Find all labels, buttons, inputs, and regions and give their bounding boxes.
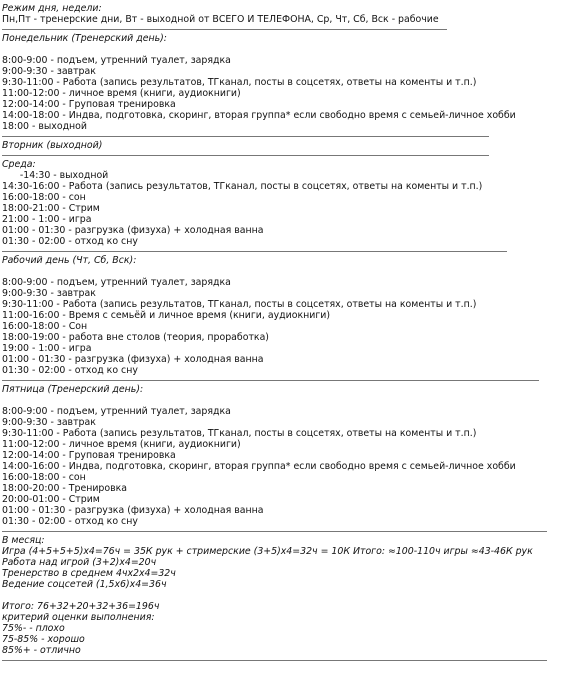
month-header: В месяц: (2, 535, 45, 546)
schedule-item: 21:00 - 1:00 - игра (2, 214, 92, 225)
friday-header: Пятница (Тренерский день): (2, 384, 144, 395)
schedule-item: 12:00-14:00 - Груповая тренировка (2, 99, 176, 110)
schedule-item: 01:00 - 01:30 - разгрузка (физуха) + холодная ванна (2, 354, 264, 365)
schedule-item: 12:00-14:00 - Груповая тренировка (2, 450, 176, 461)
tuesday-section (2, 140, 571, 151)
schedule-item: 9:00-9:30 - завтрак (2, 288, 96, 299)
monday-section (2, 33, 571, 132)
divider (2, 660, 547, 661)
schedule-item: 01:30 - 02:00 - отход ко сну (2, 516, 138, 527)
schedule-item: 14:30-16:00 - Работа (запись результатов, ТГканал, посты в соцсетях, ответы на коменты и т.п.) (2, 181, 483, 192)
month-item: Игра (4+5+5+5)x4=76ч = 35К рук + стримерские (3+5)x4=32ч = 10К Итого: ≈100-110ч игры ≈43-46К рук (2, 546, 533, 557)
schedule-item: 9:30-11:00 - Работа (запись результатов, ТГканал, посты в соцсетях, ответы на коменты и т.п.) (2, 77, 477, 88)
schedule-item: 9:30-11:00 - Работа (запись результатов, ТГканал, посты в соцсетях, ответы на коменты и т.п.) (2, 299, 477, 310)
schedule-item: 01:30 - 02:00 - отход ко сну (2, 365, 138, 376)
schedule-item: 14:00-16:00 - Индва, подготовка, скоринг, вторая группа* если свободно время с семьей-личное хобби (2, 461, 516, 472)
schedule-item: 18:00 - выходной (2, 121, 88, 132)
intro-title: Режим дня, недели: (2, 3, 102, 14)
schedule-item: 16:00-18:00 - сон (2, 192, 86, 203)
schedule-item: 11:00-12:00 - личное время (книги, аудиокниги) (2, 439, 241, 450)
schedule-item: 18:00-20:00 - Тренировка (2, 483, 128, 494)
month-total: Итого: 76+32+20+32+36=196ч (2, 601, 160, 612)
friday-section (2, 384, 571, 527)
schedule-item: 18:00-21:00 - Стрим (2, 203, 100, 214)
divider (2, 29, 447, 30)
schedule-item: 16:00-18:00 - сон (2, 472, 86, 483)
schedule-item: 14:00-18:00 - Индва, подготовка, скоринг, вторая группа* если свободно время с семьей-личное хобби (2, 110, 516, 121)
wednesday-section (2, 159, 571, 247)
criteria-header: критерий оценки выполнения: (2, 612, 155, 623)
schedule-item: 16:00-18:00 - Сон (2, 321, 88, 332)
schedule-item: 9:00-9:30 - завтрак (2, 66, 96, 77)
schedule-item: 8:00-9:00 - подъем, утренний туалет, зарядка (2, 277, 231, 288)
criteria-item: 85%+ - отлично (2, 645, 81, 656)
intro-section (2, 3, 571, 25)
workday-section (2, 255, 571, 376)
schedule-item: 18:00-19:00 - работа вне столов (теория, проработка) (2, 332, 269, 343)
schedule-item: 20:00-01:00 - Стрим (2, 494, 100, 505)
divider (2, 155, 489, 156)
criteria-item: 75%- - плохо (2, 623, 65, 634)
intro-summary: Пн,Пт - тренерские дни, Вт - выходной от ВСЕГО И ТЕЛЕФОНА, Ср, Чт, Сб, Вск - рабочие (2, 14, 439, 25)
schedule-item: 01:00 - 01:30 - разгрузка (физуха) + холодная ванна (2, 505, 264, 516)
schedule-item: 9:30-11:00 - Работа (запись результатов, ТГканал, посты в соцсетях, ответы на коменты и т.п.) (2, 428, 477, 439)
schedule-item: 01:00 - 01:30 - разгрузка (физуха) + холодная ванна (2, 225, 264, 236)
schedule-item: 11:00-12:00 - личное время (книги, аудиокниги) (2, 88, 241, 99)
divider (2, 531, 547, 532)
schedule-item: -14:30 - выходной (2, 170, 109, 181)
criteria-item: 75-85% - хорошо (2, 634, 85, 645)
schedule-item: 9:00-9:30 - завтрак (2, 417, 96, 428)
schedule-item: 19:00 - 1:00 - игра (2, 343, 92, 354)
schedule-item: 11:00-16:00 - Время с семьёй и личное время (книги, аудиокниги) (2, 310, 331, 321)
workday-header: Рабочий день (Чт, Сб, Вск): (2, 255, 137, 266)
schedule-item: 01:30 - 02:00 - отход ко сну (2, 236, 138, 247)
month-item: Тренерство в среднем 4чx2x4=32ч (2, 568, 176, 579)
schedule-item: 8:00-9:00 - подъем, утренний туалет, зарядка (2, 55, 231, 66)
month-item: Работа над игрой (3+2)x4=20ч (2, 557, 157, 568)
month-section (2, 535, 571, 656)
divider (2, 136, 489, 137)
wednesday-header: Среда: (2, 159, 36, 170)
schedule-item: 8:00-9:00 - подъем, утренний туалет, зарядка (2, 406, 231, 417)
divider (2, 380, 539, 381)
month-item: Ведение соцсетей (1,5x6)x4=36ч (2, 579, 167, 590)
tuesday-header: Вторник (выходной) (2, 140, 103, 151)
divider (2, 251, 507, 252)
monday-header: Понедельник (Тренерский день): (2, 33, 167, 44)
